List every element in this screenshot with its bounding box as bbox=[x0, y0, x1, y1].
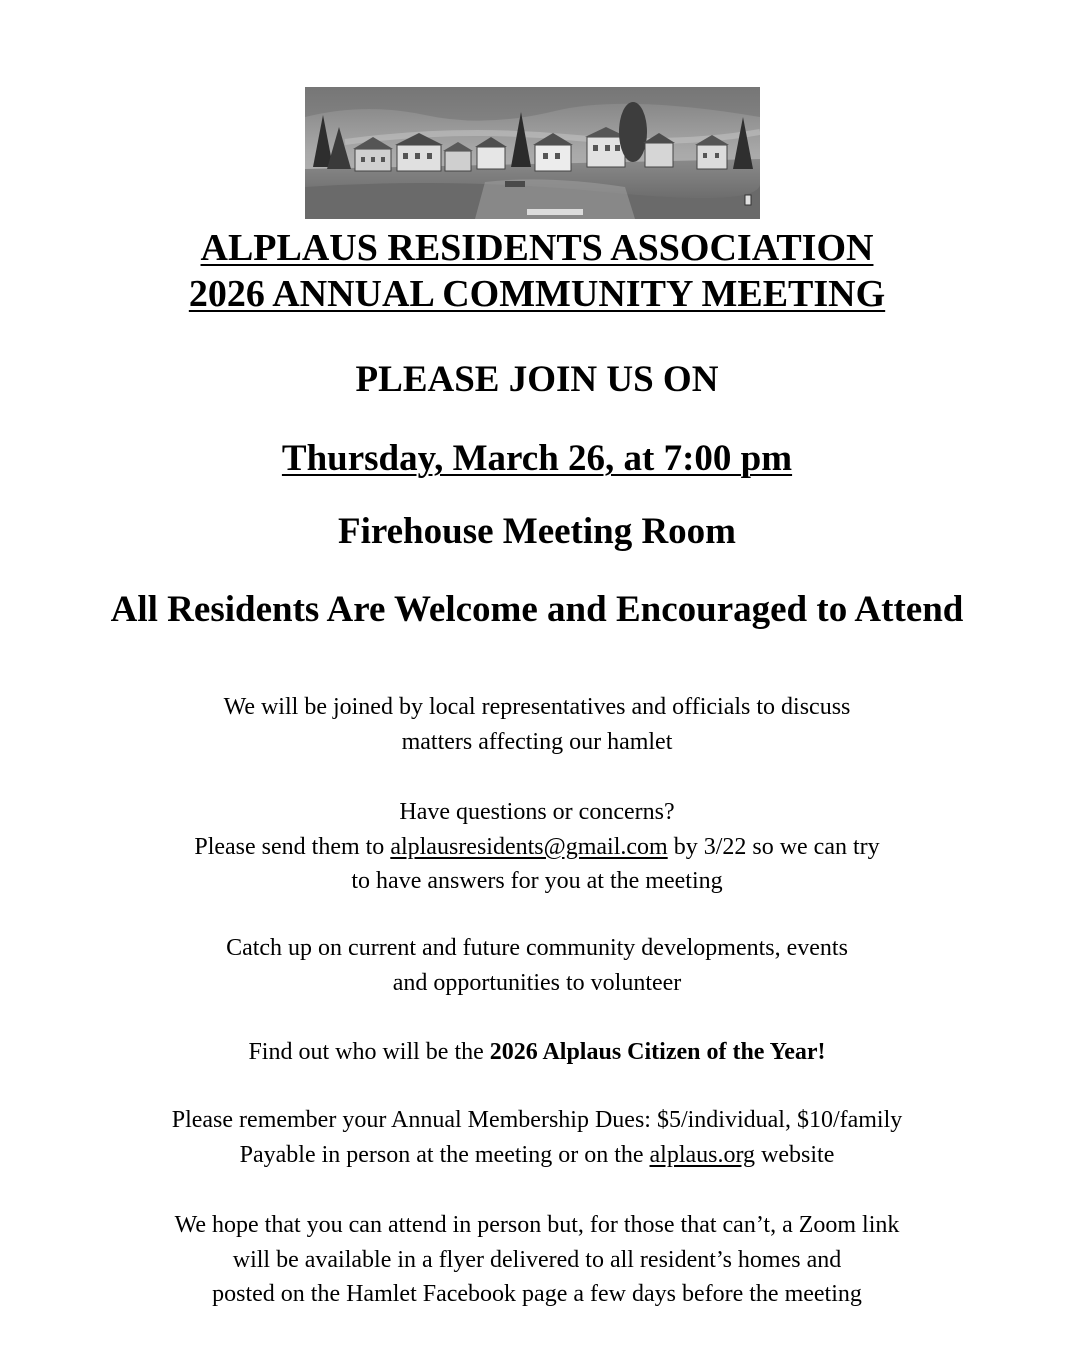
welcome-heading: All Residents Are Welcome and Encouraged to Attend bbox=[110, 589, 964, 630]
meeting-title: 2026 ANNUAL COMMUNITY MEETING bbox=[188, 273, 886, 315]
email-link[interactable]: alplausresidents@gmail.com bbox=[390, 833, 668, 860]
meeting-location: Firehouse Meeting Room bbox=[337, 511, 737, 552]
zoom-line-3: posted on the Hamlet Facebook page a few days before the meeting bbox=[212, 1281, 862, 1307]
questions-line-2-post: by 3/22 so we can try bbox=[667, 833, 880, 860]
citizen-award: 2026 Alplaus Citizen of the Year! bbox=[489, 1039, 826, 1065]
dues-line-2 bbox=[0, 1138, 1074, 1173]
dues-line-2-pre: Payable in person at the meeting or on the bbox=[239, 1141, 650, 1168]
catchup-line-2: and opportunities to volunteer bbox=[392, 969, 682, 996]
dues-line-2-post: website bbox=[755, 1141, 835, 1168]
questions-line-3: to have answers for you at the meeting bbox=[351, 868, 723, 894]
zoom-line-1: We hope that you can attend in person but, for those that can’t, a Zoom link bbox=[174, 1212, 900, 1238]
citizen-text: Find out who will be the bbox=[248, 1039, 490, 1065]
questions-line-1: Have questions or concerns? bbox=[399, 799, 675, 825]
join-heading: PLEASE JOIN US ON bbox=[355, 359, 719, 400]
meeting-date: Thursday, March 26, at 7:00 pm bbox=[281, 438, 793, 479]
questions-line-2 bbox=[0, 830, 1074, 865]
dues-line-1: Please remember your Annual Membership Dues: $5/individual, $10/family bbox=[171, 1107, 903, 1133]
representatives-paragraph bbox=[0, 690, 1074, 759]
hamlet-banner-image bbox=[305, 87, 760, 219]
citizen-paragraph bbox=[0, 1035, 1074, 1070]
website-link[interactable]: alplaus.org bbox=[649, 1141, 756, 1168]
reps-line-2: matters affecting our hamlet bbox=[401, 728, 673, 755]
catchup-paragraph bbox=[0, 931, 1074, 1000]
org-title: ALPLAUS RESIDENTS ASSOCIATION bbox=[200, 227, 874, 269]
catchup-line-1: Catch up on current and future community developments, events bbox=[226, 935, 848, 961]
zoom-paragraph bbox=[0, 1208, 1074, 1312]
questions-line-2-pre: Please send them to bbox=[194, 833, 391, 860]
zoom-line-2: will be available in a flyer delivered to all resident’s homes and bbox=[232, 1246, 842, 1273]
dues-paragraph bbox=[0, 1103, 1074, 1172]
reps-line-1: We will be joined by local representatives and officials to discuss bbox=[223, 694, 851, 720]
questions-paragraph bbox=[0, 795, 1074, 899]
